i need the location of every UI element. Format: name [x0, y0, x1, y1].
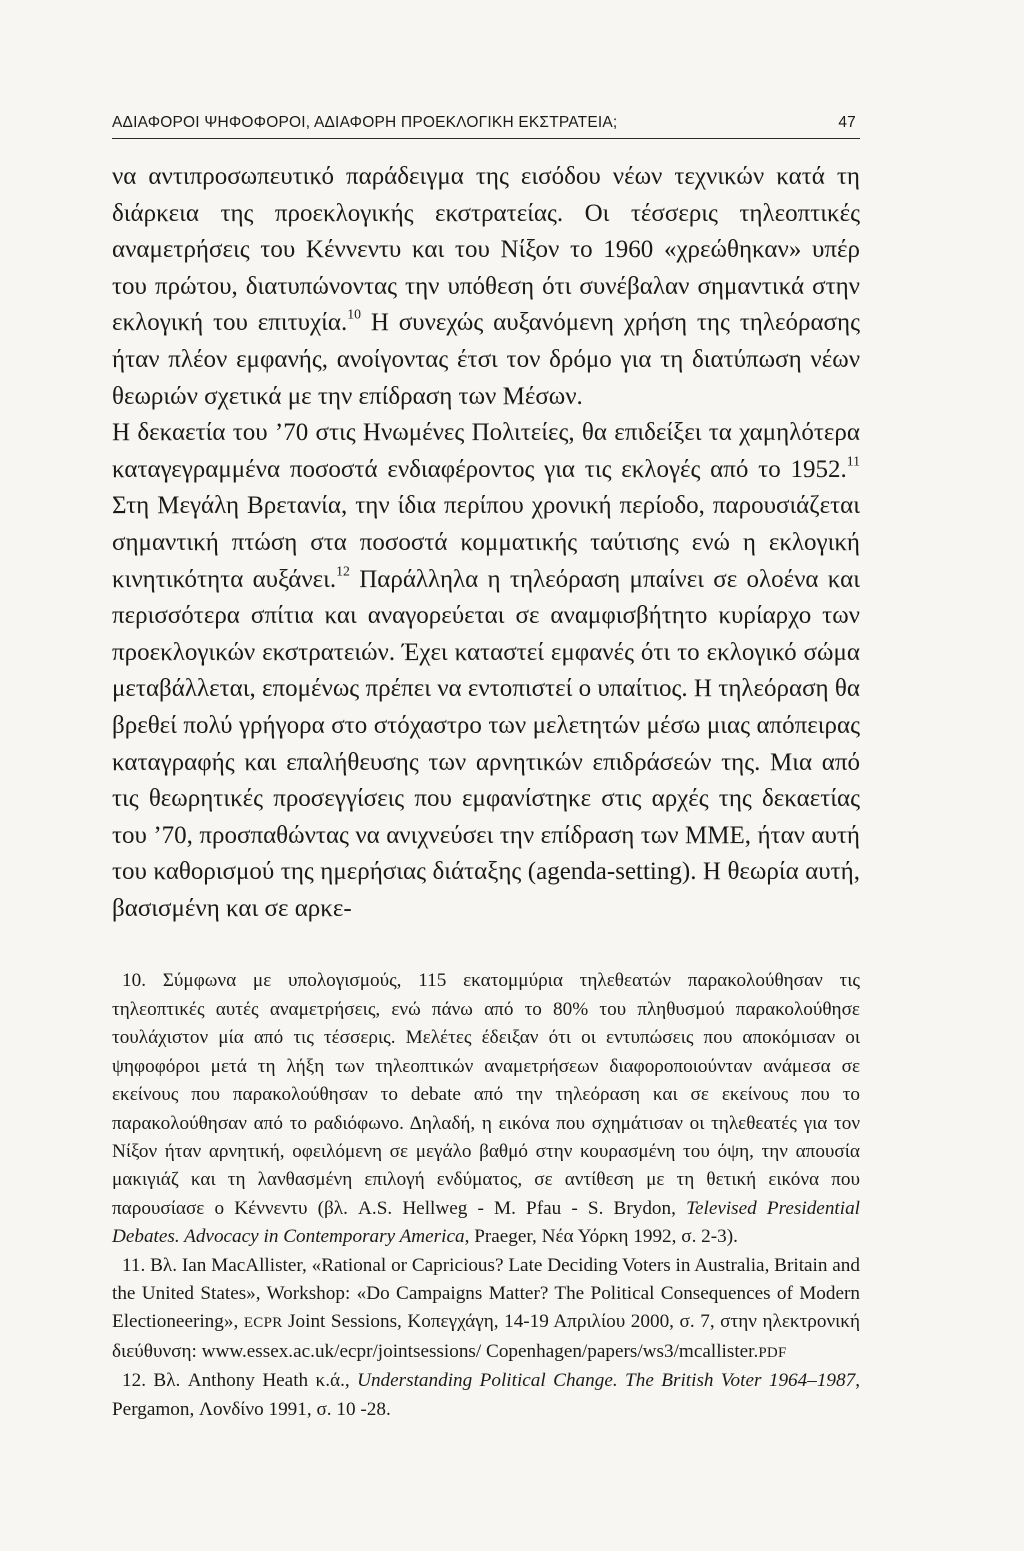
footnote-11-ecpr: ECPR: [243, 1315, 283, 1332]
footnote-11-pdf: PDF: [758, 1344, 787, 1361]
paragraph-2-text-b: Στη Μεγάλη Βρετανία, την ίδια περίπου χρονική περίοδο, παρουσιάζεται σημαντική πτώση στα ποσοστά κομματικής ταύτισης ενώ η εκλογική κινητικότητα αυξάνει.: [112, 492, 860, 593]
footnote-ref-12: 12: [336, 562, 350, 578]
paragraph-2-text-c: Παράλληλα η τηλεόραση μπαίνει σε ολοένα και περισσότερα σπίτια και αναγορεύεται σε αναμφισβήτητο κυρίαρχο των προεκλογικών εκστρατειών. Έχει καταστεί εμφανές ότι το εκλογικό σώμα μεταβάλλεται, επομένως πρέπει να εντοπιστεί ο υπαίτιος. Η τηλεόραση θα βρεθεί πολύ γρήγορα στο στόχαστρο των μελετητών μέσω μιας απόπειρας καταγραφής και επαλήθευσης των αρνητικών επιδράσεών της. Μια από τις θεωρητικές προσεγγίσεις που εμφανίστηκε στις αρχές της δεκαετίας του ’70, προσπαθώντας να ανιχνεύσει την επίδραση των ΜΜΕ, ήταν αυτή του καθορισμού της ημερήσιας διάταξης (agenda-setting). Η θεωρία αυτή, βασισμένη και σε αρκε-: [112, 565, 860, 922]
footnote-12-text-a: Βλ. Anthony Heath κ.ά.,: [145, 1370, 358, 1392]
footnote-11-number: 11.: [122, 1254, 146, 1276]
footnote-12-text-b: , Pergamon, Λονδίνο 1991, σ. 10 -28.: [112, 1370, 860, 1420]
paragraph-2-text-a: Η δεκαετία του ’70 στις Ηνωμένες Πολιτείες, θα επιδείξει τα χαμηλότερα καταγεγραμμένα ποσοστά ενδιαφέροντος για τις εκλογές από το 1952.: [112, 419, 860, 483]
footnote-10-text-a: Σύμφωνα με υπολογισμούς, 115 εκατομμύρια τηλεθεατών παρακολούθησαν τις τηλεοπτικές αυτές αναμετρήσεις, ενώ πάνω από το 80% του πληθυσμού παρακολούθησε τουλάχιστον μία από τις τέσσερις. Μελέτες έδειξαν ότι οι εντυπώσεις που αποκόμισαν οι ψηφοφόροι μετά τη λήξη των τηλεοπτικών αναμετρήσεων διαφοροποιούνταν ανάμεσα σε εκείνους που παρακολούθησαν το debate από την τηλεόραση και σε εκείνους που το παρακολούθησαν από το ραδιόφωνο. Δηλαδή, η εικόνα που σχημάτισαν οι τηλεθεατές για τον Νίξον ήταν αρνητική, οφειλόμενη σε μεγάλο βαθμό στην κουρασμένη του όψη, την απουσία μακιγιάζ και τη λανθασμένη επιλογή ενδύματος, σε αντίθεση με τη θετική εικόνα που παρουσίασε ο Κέννεντυ (βλ. A.S. Hellweg - M. Pfau - S. Brydon,: [112, 970, 860, 1219]
footnote-12: [112, 1367, 860, 1424]
footnote-ref-11: 11: [846, 453, 860, 469]
paragraph-1: [112, 159, 860, 415]
book-page: [112, 114, 860, 1424]
footnote-11-text-b: Joint Sessions, Κοπεγχάγη, 14-19 Απριλίου 2000, σ. 7, στην ηλεκτρονική διεύθυνση: www.essex.ac.uk/ecpr/jointsessions/ Copenhagen/papers/ws3/mcallister.: [112, 1311, 860, 1362]
footnotes: [112, 967, 860, 1424]
page-number: 47: [838, 114, 856, 131]
paragraph-1-text-a: να αντιπροσωπευτικό παράδειγμα της εισόδου νέων τεχνικών κατά τη διάρκεια της προεκλογικής εκστρατείας. Οι τέσσερις τηλεοπτικές αναμετρήσεις του Κέννεντυ και του Νίξον το 1960 «χρεώθηκαν» υπέρ του πρώτου, διατυπώνοντας την υπόθεση ότι συνέβαλαν σημαντικά στην εκλογική του επιτυχία.: [112, 163, 860, 337]
footnote-10: [112, 967, 860, 1251]
footnote-10-text-b: , Praeger, Νέα Υόρκη 1992, σ. 2-3).: [464, 1226, 738, 1248]
footnote-11-text-a: Βλ. Ian MacAllister, «Rational or Capricious? Late Deciding Voters in Australia, Britain and the United States», Workshop: «Do Campaigns Matter? The Political Consequences of Modern Electioneering»,: [112, 1254, 860, 1333]
running-head: [112, 114, 860, 139]
footnote-12-number: 12.: [122, 1370, 146, 1392]
footnote-12-title: Understanding Political Change. The British Voter 1964–1987: [357, 1370, 856, 1392]
footnote-ref-10: 10: [347, 306, 361, 322]
main-text: [112, 159, 860, 927]
footnote-10-title: Televised Presidential Debates. Advocacy in Contemporary America: [112, 1197, 860, 1248]
footnote-10-number: 10.: [122, 970, 146, 992]
footnote-11: [112, 1252, 860, 1368]
paragraph-2: [112, 415, 860, 927]
paragraph-1-text-b: Η συνεχώς αυξανόμενη χρήση της τηλεόρασης ήταν πλέον εμφανής, ανοίγοντας έτσι τον δρόμο για τη διατύπωση νέων θεωριών σχετικά με την επίδραση των Μέσων.: [112, 309, 860, 410]
running-head-title: ΑΔΙΑΦΟΡΟΙ ΨΗΦΟΦΟΡΟΙ, ΑΔΙΑΦΟΡΗ ΠΡΟΕΚΛΟΓΙΚΗ ΕΚΣΤΡΑΤΕΙΑ;: [112, 114, 618, 131]
